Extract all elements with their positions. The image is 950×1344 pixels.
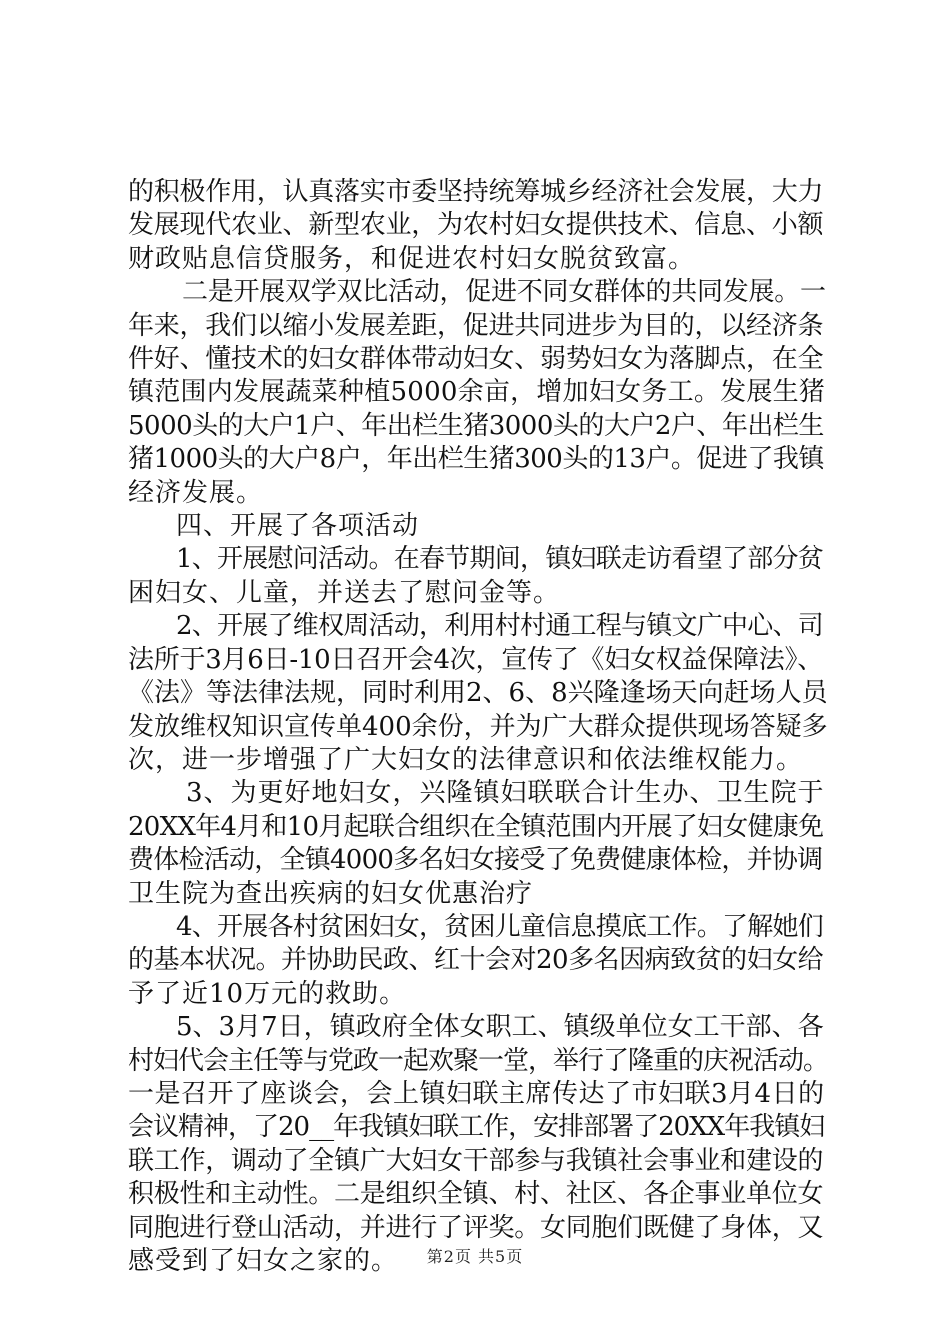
- text-line: 感受到了妇女之家的。: [128, 1246, 399, 1276]
- text-line: 3、为更好地妇女，兴隆镇妇联联合计生办、卫生院于: [186, 778, 825, 809]
- text-line: 经济发展。: [128, 477, 264, 508]
- text-line: 一是召开了座谈会，会上镇妇联主席传达了市妇联3月4日的: [128, 1078, 825, 1109]
- text-line: 1、开展慰问活动。在春节期间，镇妇联走访看望了部分贫: [176, 544, 824, 575]
- text-line: 困妇女、儿童，并送去了慰问金等。: [128, 577, 561, 608]
- text-line: 4、开展各村贫困妇女，贫困儿童信息摸底工作。了解她们: [176, 911, 824, 942]
- text-line: 发展现代农业、新型农业，为农村妇女提供技术、信息、小额: [128, 210, 824, 241]
- text-line: 积极性和主动性。二是组织全镇、村、社区、各企事业单位女: [128, 1179, 824, 1210]
- text-line: 四、开展了各项活动: [176, 511, 420, 542]
- text-line: 的基本状况。并协助民政、红十会对20多名因病致贫的妇女给: [128, 945, 824, 976]
- text-line: 5000头的大户1户、年出栏生猪3000头的大户2户、年出栏生: [128, 410, 824, 441]
- paragraph: [128, 777, 828, 911]
- text-line: 二是开展双学双比活动，促进不同女群体的共同发展。一: [182, 277, 826, 308]
- text-line: 发放维权知识宣传单400余份，并为广大群众提供现场答疑多: [128, 711, 828, 742]
- text-line: 法所于3月6日-10日召开会4次，宣传了《妇女权益保障法》、: [128, 644, 823, 675]
- text-line: 费体检活动，全镇4000多名妇女接受了免费健康体检，并协调: [128, 845, 823, 876]
- text-line: 年来，我们以缩小发展差距，促进共同进步为目的，以经济条: [128, 310, 824, 341]
- text-line: 次，进一步增强了广大妇女的法律意识和依法维权能力。: [128, 744, 804, 775]
- text-line: 猪1000头的大户8户，年出栏生猪300头的13户。促进了我镇: [128, 444, 824, 475]
- document-body: [128, 176, 828, 1278]
- text-line: 《法》等法律法规，同时利用2、6、8兴隆逢场天向赶场人员: [128, 678, 828, 709]
- paragraph: [128, 176, 828, 276]
- text-line: 20XX年4月和10月起联合组织在全镇范围内开展了妇女健康免: [128, 811, 824, 842]
- text-line: 件好、懂技术的妇女群体带动妇女、弱势妇女为落脚点，在全: [128, 344, 824, 375]
- text-line: 村妇代会主任等与党政一起欢聚一堂，举行了隆重的庆祝活动。: [128, 1045, 829, 1076]
- text-line: 卫生院为查出疾病的妇女优惠治疗: [128, 878, 534, 909]
- text-line: 予了近10万元的救助。: [128, 978, 407, 1009]
- text-line: 会议精神，了20__年我镇妇联工作，安排部署了20XX年我镇妇: [128, 1112, 825, 1143]
- text-line: 5、3月7日，镇政府全体女职工、镇级单位女工干部、各: [176, 1012, 824, 1043]
- paragraph: [128, 510, 828, 543]
- text-line: 同胞进行登山活动，并进行了评奖。女同胞们既健了身体，又: [128, 1212, 824, 1243]
- text-line: 财政贴息信贷服务，和促进农村妇女脱贫致富。: [128, 243, 696, 274]
- text-line: 镇范围内发展蔬菜种植5000余亩，增加妇女务工。发展生猪: [128, 377, 826, 408]
- paragraph: [128, 911, 828, 1011]
- paragraph: [128, 543, 828, 610]
- page-footer: 第2页 共5页: [426, 1247, 524, 1266]
- text-line: 2、开展了维权周活动，利用村村通工程与镇文广中心、司: [176, 611, 824, 642]
- paragraph: [128, 276, 828, 510]
- text-line: 的积极作用，认真落实市委坚持统筹城乡经济社会发展，大力: [128, 177, 824, 207]
- paragraph: [128, 1011, 828, 1278]
- text-line: 联工作，调动了全镇广大妇女干部参与我镇社会事业和建设的: [128, 1145, 824, 1176]
- paragraph: [128, 610, 828, 777]
